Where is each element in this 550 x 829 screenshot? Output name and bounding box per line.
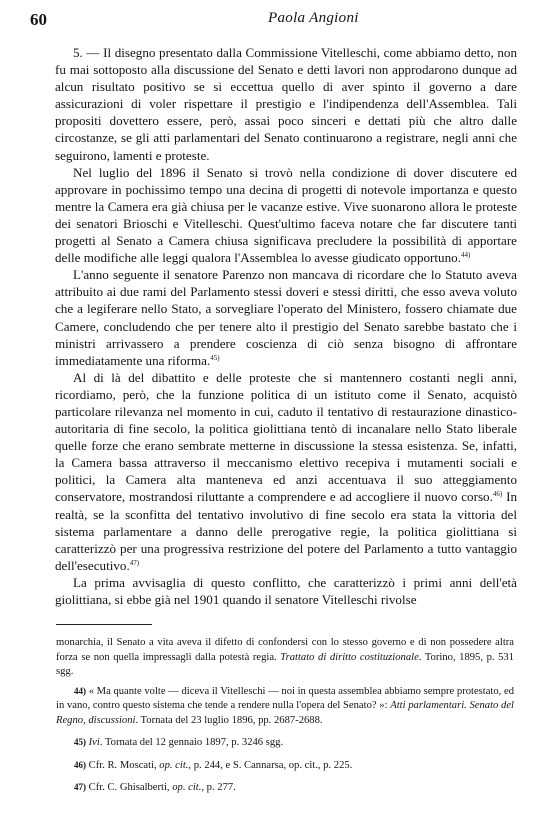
paragraph-text: Nel luglio del 1896 il Senato si trovò nella condizione di dover discutere ed approvare in pochissimo tempo una decina di progetti di notevole importanza e questo mentre la Camera era già chiusa per le vacanze estive. Vive suonarono allora le proteste dei senatori Brioschi e Vitelleschi. Quest'ultimo faceva notare che far discutere tanti progetti al Senato a Camera chiusa significava precludere la possibilità di apportare delle modifiche alle leggi qualora l'Assemblea lo avesse giudicato opportuno. <box>55 164 517 266</box>
footnote-text: , p. 277. <box>201 782 236 793</box>
footnote-title: op. cit. <box>159 759 189 771</box>
footnotes <box>56 636 514 796</box>
footnote-text: Cfr. C. Ghisalberti, <box>88 782 173 793</box>
paragraph <box>55 164 517 267</box>
paragraph <box>55 369 517 574</box>
footnote-title: Atti parlamentari. Senato del Regno, discussioni <box>56 700 514 726</box>
paragraph-text: L'anno seguente il senatore Parenzo non mancava di ricordare che lo Statuto aveva attribuito ai due rami del Parlamento stessi doveri e stessi diritti, che esso aveva voluto che a legiferare nello Stato, a sorvegliare l'operato del Ministero, fossero chiamate due Camere, concludendo che per tenere alto il prestigio del Senato sarebbe bastato che i ministri arrivassero a prendere coscienza di ciò senza bisogno di affrontare immediatamente una riforma. <box>55 267 517 368</box>
footnote-text: « Ma quante volte — diceva il Vitelleschi — noi in questa assemblea abbiamo sempre protestato, ed in vano, contro questo sistema che tende a rendere nulla l'opera del Senato? »: <box>56 685 514 711</box>
footnote-47 <box>56 780 514 796</box>
paragraph <box>55 44 517 164</box>
footnote-ref: 44) <box>460 251 471 260</box>
footnote-number: 45) <box>74 737 86 747</box>
footnote-number: 44) <box>74 685 86 696</box>
footnote-ref: 45) <box>210 353 220 362</box>
footnote-title: op. cit. <box>172 782 202 793</box>
paragraph <box>55 266 517 369</box>
footnote-ref: 47) <box>129 558 140 567</box>
footnote-text: Cfr. R. Moscati, <box>88 759 160 771</box>
footnote-text: . Torino, 1895, p. 531 sgg. <box>56 651 514 677</box>
footnote-text: , p. 244, e S. Cannarsa, op. cit., p. 225. <box>188 759 353 771</box>
footnote-text: . Tornata del 23 luglio 1896, pp. 2687-2688. <box>135 714 323 726</box>
footnote-text: . Tornata del 12 gennaio 1897, p. 3246 sgg. <box>99 737 284 748</box>
footnote-title: Trattato di diritto costituzionale <box>280 651 419 663</box>
footnote-continuation <box>56 636 514 680</box>
paragraph-text: 5. — Il disegno presentato dalla Commissione Vitelleschi, come abbiamo detto, non fu mai sottoposto alla discussione del Senato e detti lavori non approdarono dunque ad alcun risultato positivo se si eccettua quello di aver spinto il governo a dare assicurazioni di voler rispettare il prestigio e l'indipendenza dell'Assemblea. Tali propositi dovettero essere, però, assai poco sinceri e dettati più che altro dalle circostanze, se gli atti parlamentari del Senato continuarono a registrare, negli anni che seguirono, lamenti e proteste. <box>55 45 517 163</box>
running-head-author: Paola Angioni <box>268 10 359 26</box>
footnote-46 <box>56 758 514 774</box>
page-header <box>30 10 520 32</box>
paragraph-text: La prima avvisaglia di questo conflitto, che caratterizzò i primi anni dell'età giolittiana, si ebbe già nel 1901 quando il senatore Vitelleschi rivolse <box>55 574 517 607</box>
footnote-ref: 46) <box>492 490 503 499</box>
footnote-number: 46) <box>74 759 86 770</box>
footnote-title: Ivi <box>88 737 100 748</box>
footnote-45 <box>56 735 514 751</box>
footnote-text: monarchia, il Senato a vita aveva il difetto di confondersi con lo stesso governo e di non possedere altra forza se non quella impressagli dalla potestà regia. <box>56 637 514 663</box>
footnote-44 <box>56 684 514 729</box>
paragraph <box>55 574 517 608</box>
body-text <box>55 44 517 608</box>
footnote-number: 47) <box>74 782 86 792</box>
paragraph-text: Al di là del dibattito e delle proteste che si mantennero costanti negli anni, ricordiamo, però, che la funzione politica di un istituto come il Senato, acquistò particolare rilevanza nel momento in cui, caduto il tentativo di restaurazione dinastico-autoritaria di fine secolo, la politica giolittiana tentò di incanalare nello Stato liberale quelle forze che erano sembrate metterne in discussione la stessa esistenza. Se, infatti, la Camera bassa attraverso il meccanismo elettivo recepiva i mutamenti sociali e politici, la Camera alta manteneva ed anzi accentuava il suo atteggiamento conservatore, mostrandosi riluttante a comprendere e ad accogliere il nuovo corso. <box>55 369 517 505</box>
page-number: 60 <box>30 10 47 29</box>
paragraph-text: In realtà, se la sconfitta del tentativo involutivo di fine secolo era stata la vittoria del sistema parlamentare a danno delle prerogative regie, la politica giolittiana si caratterizzò per una progressiva restrizione del potere del Parlamento a tutto vantaggio dell'esecutivo. <box>55 489 517 573</box>
footnote-divider <box>56 624 152 625</box>
